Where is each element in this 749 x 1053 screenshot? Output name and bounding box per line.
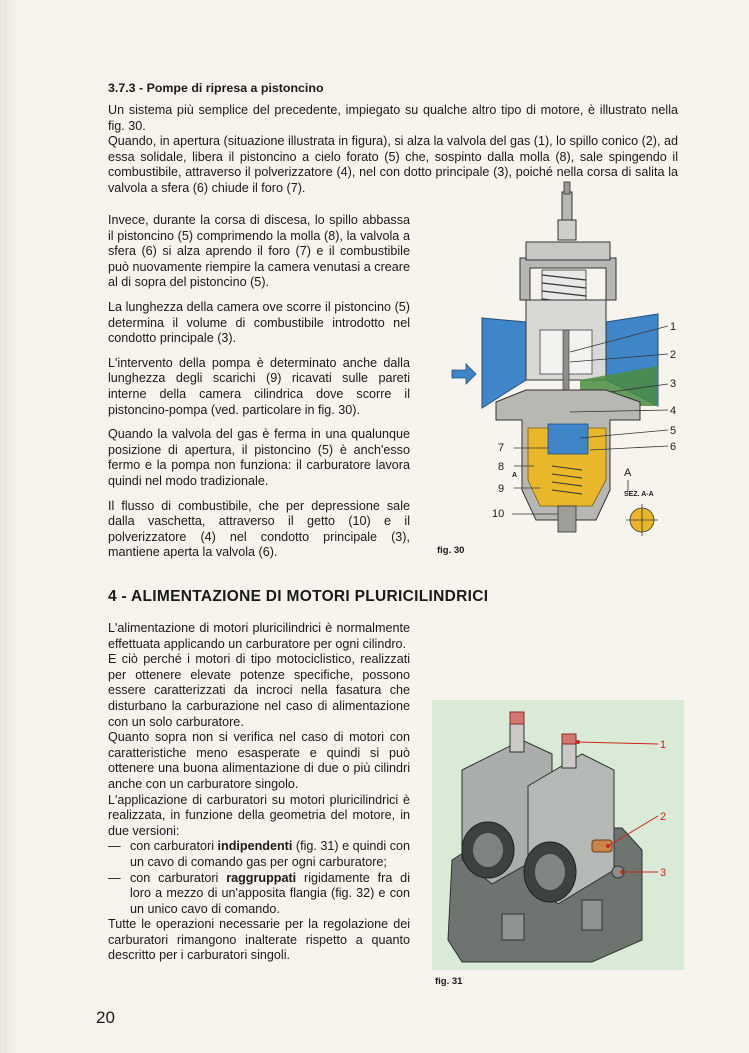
emphasis-raggruppati: raggruppati [226, 870, 297, 885]
section-label: SEZ. A-A [624, 491, 654, 498]
figure-30-caption: fig. 30 [437, 545, 465, 556]
emphasis-indipendenti: indipendenti [217, 839, 293, 854]
list-item: — con carburatori indipendenti (fig. 31) e quindi con un cavo di comando gas per ogni carburatore; [108, 839, 410, 870]
column-paragraph: La lunghezza della camera ove scorre il pistoncino (5) determina il volume di combustibile introdotto nel condotto principale (3). [108, 299, 410, 346]
intro-paragraph: Quando, in apertura (situazione illustrata in figura), si alza la valvola del gas (1), lo spillo conico (2), ad essa solidale, libera il pistoncino a cielo forato (5) che, sospinto dalla molla (8), sale spingendo il combustibile, attraverso il polverizzatore (4), nel con dotto principale (3), poiché nella corsa di salita la valvola a sfera (6) chiude il foro (7). [108, 134, 678, 195]
chapter-paragraph: Quanto sopra non si verifica nel caso di motori con caratteristiche meno esasperate e quindi si può ottenere una buona alimentazione di due o più cilindri anche con un carburatore singolo. [108, 730, 410, 791]
callout-label-7: 7 [498, 442, 505, 454]
chapter-paragraph: L'applicazione di carburatori su motori pluricilindrici è realizzata, in funzione della geometria del motore, in due versioni: [108, 792, 410, 838]
callout-label-1: 1 [670, 321, 677, 333]
callout-label-9: 9 [498, 483, 505, 495]
figure-31-caption: fig. 31 [435, 976, 463, 987]
section-title: 3.7.3 - Pompe di ripresa a pistoncino [108, 81, 324, 95]
column-paragraph: Invece, durante la corsa di discesa, lo spillo abbassa il pistoncino (5) comprimendo la molla (8), la valvola a sfera (6) si alza aprendo il foro (7) e il combustibile può nuovamente riempire la camera venutasi a creare al di sopra del pistoncino (5). [108, 213, 410, 290]
chapter-paragraph: E ciò perché i motori di tipo motociclistico, realizzati per ottenere elevate potenze specifiche, possono essere caratterizzati da incroci nella fasatura che disturbano la carburazione nel caso di alimentazione con un solo carburatore. [108, 652, 410, 729]
photo-callout-1: 1 [660, 739, 667, 751]
chapter-body [108, 621, 410, 964]
chapter-paragraph: L'alimentazione di motori pluricilindrici è normalmente effettuata applicando un carburatore per ogni cilindro. [108, 621, 410, 651]
callout-label-6: 6 [670, 441, 677, 453]
section-marker-right: A [624, 467, 632, 479]
section-marker-left: A [512, 472, 518, 479]
callout-label-2: 2 [670, 349, 677, 361]
chapter-closing: Tutte le operazioni necessarie per la regolazione dei carburatori rimangono inalterate rispetto a quanto descritto per i carburatori singoli. [108, 917, 410, 963]
list-item: — con carburatori raggruppati rigidamente fra di loro a mezzo di un'apposita flangia (fig. 32) e con un unico cavo di comando. [108, 871, 410, 918]
column-paragraph: L'intervento della pompa è determinato anche dalla lunghezza degli scarichi (9) ricavati sulle pareti interne della camera cilindrica dove scorre il pistoncino-pompa (ved. particolare in fig. 30). [108, 355, 410, 417]
callout-label-4: 4 [670, 405, 677, 417]
chapter-title: 4 - ALIMENTAZIONE DI MOTORI PLURICILINDRICI [108, 588, 489, 605]
column-paragraph: Quando la valvola del gas è ferma in una qualunque posizione di apertura, il pistoncino (5) è anch'esso fermo e la pompa non funziona: il carburatore lavora quindi nel modo tradizionale. [108, 427, 410, 488]
figure-31-twin-carburetors [432, 700, 684, 970]
intro-paragraph: Un sistema più semplice del precedente, impiegato su qualche altro tipo di motore, è illustrato nella fig. 30. [108, 103, 678, 133]
version-list [108, 839, 410, 917]
page-number: 20 [96, 1008, 115, 1027]
callout-label-3: 3 [670, 378, 677, 390]
section-column-text [108, 213, 410, 561]
callout-label-10: 10 [492, 508, 505, 520]
photo-callout-2: 2 [660, 811, 667, 823]
column-paragraph: Il flusso di combustibile, che per depressione sale dalla vaschetta, attraverso il getto (10) e il polverizzatore (4) nel condotto principale (3), mantiene aperta la valvola (6). [108, 498, 410, 560]
callout-label-8: 8 [498, 461, 505, 473]
photo-callout-3: 3 [660, 867, 667, 879]
figure-30-carburetor-section [430, 180, 690, 550]
callout-label-5: 5 [670, 425, 677, 437]
